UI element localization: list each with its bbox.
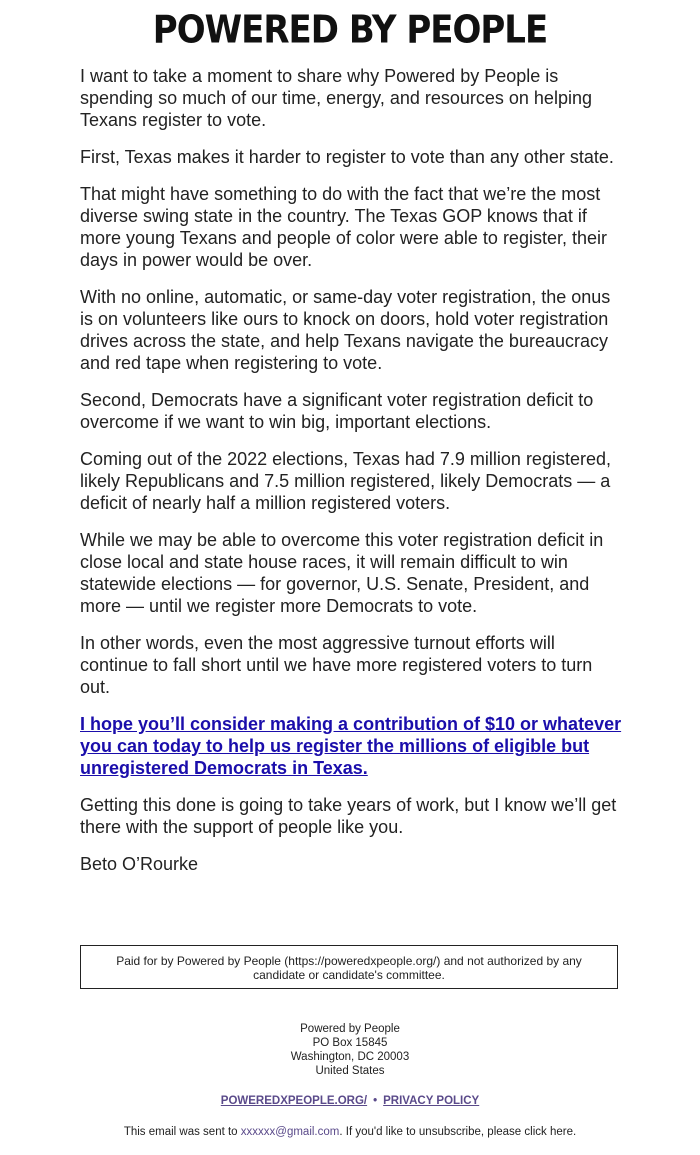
address-city: Washington, DC 20003 bbox=[290, 1051, 410, 1063]
footer-suffix: . bbox=[572, 1126, 577, 1138]
signature: Beto O’Rourke bbox=[80, 854, 199, 874]
email-body bbox=[80, 65, 625, 890]
footer-links bbox=[0, 1094, 700, 1108]
address-po-box: PO Box 15845 bbox=[312, 1037, 388, 1049]
paragraph: While we may be able to overcome this voter registration deficit in close local and state house races, it will remain difficult to win statewide elections — for governor, U.S. Senate, President, and more — until we register more Democrats to vote. bbox=[80, 530, 604, 616]
paid-for-disclaimer: Paid for by Powered by People (https://poweredxpeople.org/) and not authorized by any candidate or candidate's committee. bbox=[80, 945, 618, 989]
paragraph: Coming out of the 2022 elections, Texas had 7.9 million registered, likely Republicans and 7.5 million registered, likely Democrats — a deficit of nearly half a million registered voters. bbox=[80, 449, 611, 513]
donate-link[interactable]: I hope you’ll consider making a contribution of $10 or whatever you can today to help us register the millions of eligible but unregistered Democrats in Texas. bbox=[80, 714, 622, 778]
unsubscribe-footer bbox=[0, 1125, 700, 1139]
paragraph: That might have something to do with the fact that we’re the most diverse swing state in the country. The Texas GOP knows that if more young Texans and people of color were able to register, their days in power would be over. bbox=[80, 184, 607, 270]
website-link[interactable]: POWEREDXPEOPLE.ORG/ bbox=[220, 1095, 368, 1107]
paragraph: With no online, automatic, or same-day voter registration, the onus is on volunteers like ours to knock on doors, hold voter registration drives across the state, and help Texans navigate the bureaucracy and red tape when registering to vote. bbox=[80, 287, 611, 373]
closing-paragraph: Getting this done is going to take years of work, but I know we’ll get there with the support of people like you. bbox=[80, 795, 617, 837]
footer-middle: . If you'd like to unsubscribe, please bbox=[339, 1126, 525, 1138]
mailing-address bbox=[0, 1022, 700, 1078]
paragraph: I want to take a moment to share why Powered by People is spending so much of our time, energy, and resources on helping Texans register to vote. bbox=[80, 66, 592, 130]
address-org: Powered by People bbox=[300, 1023, 400, 1035]
logo: POWERED BY PEOPLE bbox=[152, 7, 548, 53]
footer-prefix: This email was sent to bbox=[123, 1126, 241, 1138]
unsubscribe-link[interactable]: click here bbox=[524, 1126, 573, 1138]
paragraph: Second, Democrats have a significant voter registration deficit to overcome if we want to win big, important elections. bbox=[80, 390, 594, 432]
link-separator: • bbox=[373, 1095, 378, 1107]
paragraph: First, Texas makes it harder to register to vote than any other state. bbox=[80, 147, 614, 167]
cta-paragraph bbox=[80, 713, 625, 779]
paragraph: In other words, even the most aggressive turnout efforts will continue to fall short until we have more registered voters to turn out. bbox=[80, 633, 593, 697]
address-country: United States bbox=[315, 1065, 385, 1077]
recipient-email: xxxxxx@gmail.com bbox=[240, 1126, 340, 1138]
privacy-policy-link[interactable]: PRIVACY POLICY bbox=[383, 1095, 480, 1107]
